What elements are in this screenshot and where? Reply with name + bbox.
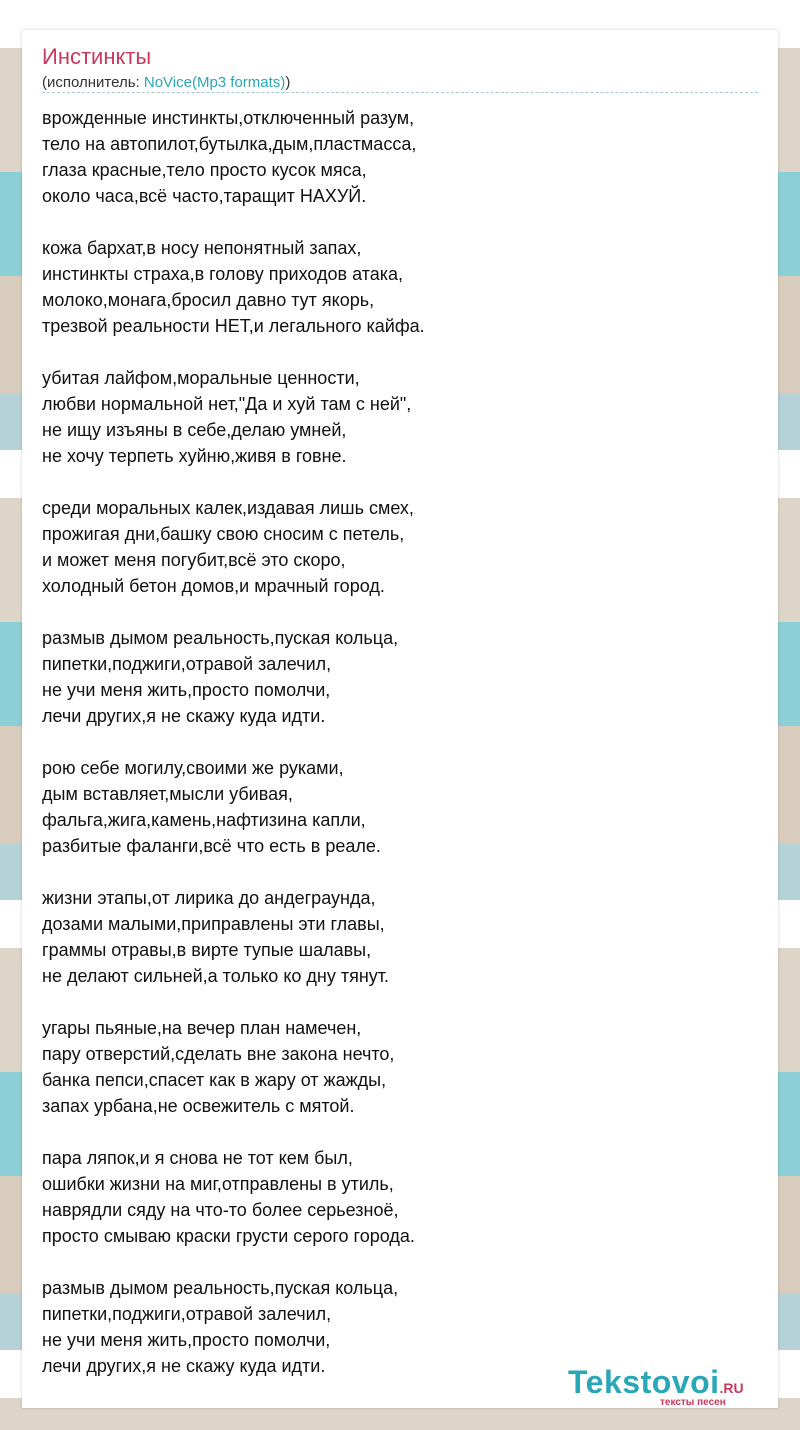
- lyrics-line: холодный бетон домов,и мрачный город.: [42, 576, 385, 596]
- lyrics-line: около часа,всё часто,таращит НАХУЙ.: [42, 186, 367, 206]
- lyrics-line: лечи других,я не скажу куда идти.: [42, 706, 326, 726]
- lyrics-line: размыв дымом реальность,пуская кольца,: [42, 1278, 399, 1298]
- lyrics-line: ошибки жизни на миг,отправлены в утиль,: [42, 1174, 394, 1194]
- song-title: Инстинкты: [42, 44, 152, 69]
- lyrics-line: тело на автопилот,бутылка,дым,пластмасса,: [42, 134, 417, 154]
- lyrics-line: не хочу терпеть хуйню,живя в говне.: [42, 446, 347, 466]
- lyrics-line: рою себе могилу,своими же руками,: [42, 758, 344, 778]
- artist-suffix: ): [285, 74, 291, 91]
- lyrics-line: среди моральных калек,издавая лишь смех,: [42, 498, 414, 518]
- lyrics-line: не ищу изъяны в себе,делаю умней,: [42, 420, 347, 440]
- lyrics-line: и может меня погубит,всё это скоро,: [42, 550, 346, 570]
- lyrics-line: дозами малыми,приправлены эти главы,: [42, 914, 385, 934]
- lyrics-line: банка пепси,спасет как в жару от жажды,: [42, 1070, 387, 1090]
- lyrics-stanza: [42, 625, 758, 729]
- lyrics-text: [42, 105, 758, 1405]
- lyrics-line: молоко,монага,бросил давно тут якорь,: [42, 290, 375, 310]
- lyrics-line: врожденные инстинкты,отключенный разум,: [42, 108, 415, 128]
- lyrics-line: граммы отравы,в вирте тупые шалавы,: [42, 940, 372, 960]
- lyrics-line: размыв дымом реальность,пуская кольца,: [42, 628, 399, 648]
- lyrics-stanza: [42, 495, 758, 599]
- lyrics-line: пипетки,поджиги,отравой залечил,: [42, 654, 332, 674]
- lyrics-stanza: [42, 1015, 758, 1119]
- site-logo[interactable]: [568, 1363, 778, 1411]
- artist-link[interactable]: NoVice(Mp3 formats): [143, 74, 286, 91]
- lyrics-line: угары пьяные,на вечер план намечен,: [42, 1018, 362, 1038]
- lyrics-line: пара ляпок,и я снова не тот кем был,: [42, 1148, 353, 1168]
- lyrics-line: убитая лайфом,моральные ценности,: [42, 368, 360, 388]
- logo-tagline: тексты песен: [660, 1397, 726, 1408]
- lyrics-line: разбитые фаланги,всё что есть в реале.: [42, 836, 381, 856]
- lyrics-line: дым вставляет,мысли убивая,: [42, 784, 293, 804]
- lyrics-line: любви нормальной нет,"Да и хуй там с ней",: [42, 394, 412, 414]
- lyrics-line: глаза красные,тело просто кусок мяса,: [42, 160, 367, 180]
- logo-main-text: Tekstovoi: [568, 1364, 720, 1400]
- lyrics-line: запах урбана,не освежитель с мятой.: [42, 1096, 355, 1116]
- lyrics-line: не учи меня жить,просто помолчи,: [42, 680, 331, 700]
- lyrics-line: трезвой реальности НЕТ,и легального кайфа.: [42, 316, 425, 336]
- lyrics-line: жизни этапы,от лирика до андеграунда,: [42, 888, 376, 908]
- lyrics-stanza: [42, 365, 758, 469]
- logo-domain: .RU: [719, 1380, 744, 1396]
- lyrics-line: инстинкты страха,в голову приходов атака,: [42, 264, 404, 284]
- title-divider: [42, 92, 758, 93]
- lyrics-stanza: [42, 105, 758, 209]
- artist-line: [42, 73, 290, 93]
- lyrics-line: пипетки,поджиги,отравой залечил,: [42, 1304, 332, 1324]
- lyrics-line: кожа бархат,в носу непонятный запах,: [42, 238, 362, 258]
- lyrics-line: не делают сильней,а только ко дну тянут.: [42, 966, 390, 986]
- lyrics-stanza: [42, 885, 758, 989]
- lyrics-line: фальга,жига,камень,нафтизина капли,: [42, 810, 366, 830]
- artist-prefix: (исполнитель:: [42, 74, 144, 91]
- lyrics-line: не учи меня жить,просто помолчи,: [42, 1330, 331, 1350]
- lyrics-line: лечи других,я не скажу куда идти.: [42, 1356, 326, 1376]
- lyrics-card: [22, 30, 778, 1408]
- lyrics-line: просто смываю краски грусти серого города.: [42, 1226, 415, 1246]
- lyrics-line: прожигая дни,башку свою сносим с петель,: [42, 524, 405, 544]
- lyrics-stanza: [42, 755, 758, 859]
- lyrics-line: пару отверстий,сделать вне закона нечто,: [42, 1044, 395, 1064]
- lyrics-line: наврядли сяду на что-то более серьезноё,: [42, 1200, 399, 1220]
- lyrics-stanza: [42, 235, 758, 339]
- lyrics-stanza: [42, 1145, 758, 1249]
